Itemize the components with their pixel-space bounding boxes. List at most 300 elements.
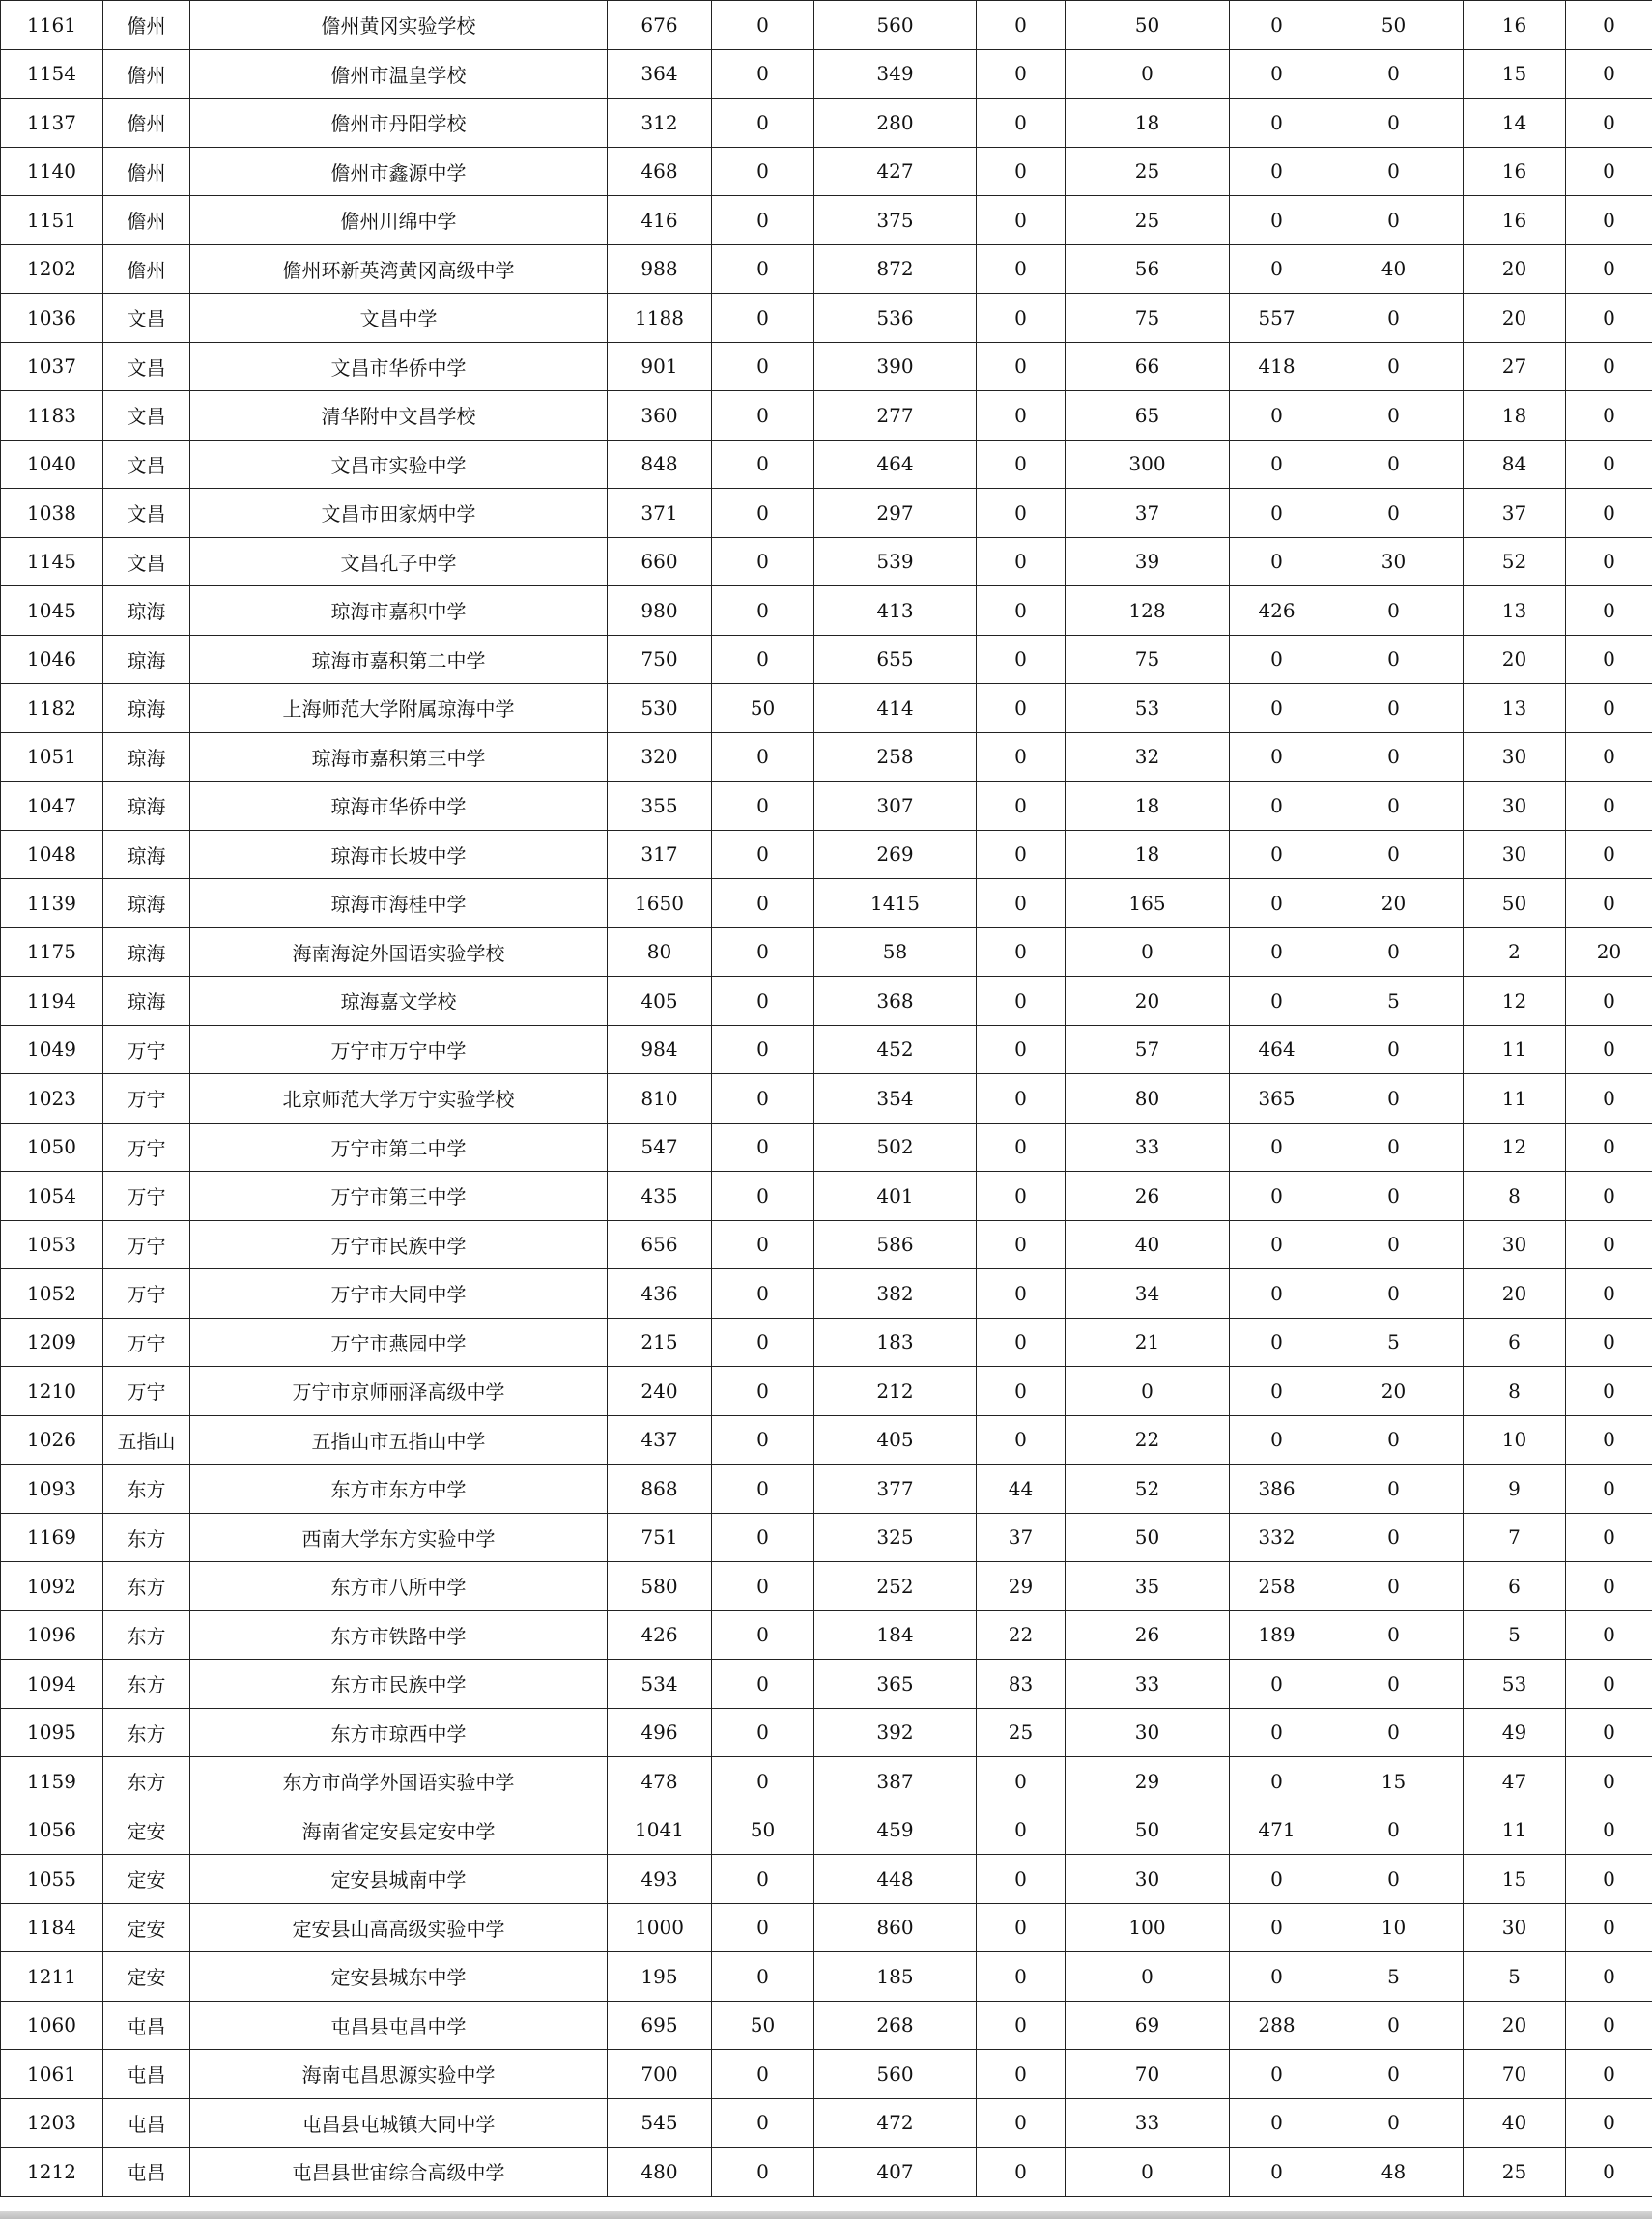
col-5-cell: 0 <box>712 1952 814 2002</box>
city-cell: 万宁 <box>103 1367 190 1416</box>
col-6-cell: 586 <box>814 1220 977 1269</box>
col-10-cell: 0 <box>1324 684 1464 733</box>
table-row <box>1 1 1652 50</box>
col-5-cell: 0 <box>712 2050 814 2099</box>
total-plan-cell: 312 <box>608 99 712 148</box>
col-12-cell: 0 <box>1566 1610 1652 1660</box>
city-cell: 文昌 <box>103 294 190 343</box>
col-7-cell: 0 <box>977 1757 1066 1806</box>
school-name-cell: 文昌市田家炳中学 <box>190 489 608 538</box>
col-6-cell: 872 <box>814 244 977 294</box>
school-name-cell: 定安县山高高级实验中学 <box>190 1903 608 1952</box>
col-6-cell: 212 <box>814 1367 977 1416</box>
col-11-cell: 5 <box>1464 1952 1566 2002</box>
col-12-cell: 0 <box>1566 1318 1652 1367</box>
total-plan-cell: 901 <box>608 342 712 391</box>
col-8-cell: 100 <box>1066 1903 1230 1952</box>
col-5-cell: 0 <box>712 977 814 1026</box>
total-plan-cell: 480 <box>608 2148 712 2197</box>
col-12-cell: 0 <box>1566 1952 1652 2002</box>
total-plan-cell: 1650 <box>608 879 712 928</box>
table-row <box>1 2001 1652 2050</box>
col-10-cell: 0 <box>1324 99 1464 148</box>
col-6-cell: 539 <box>814 537 977 586</box>
col-6-cell: 464 <box>814 440 977 489</box>
col-10-cell: 0 <box>1324 440 1464 489</box>
col-10-cell: 15 <box>1324 1757 1464 1806</box>
school-code-cell: 1184 <box>1 1903 103 1952</box>
col-11-cell: 15 <box>1464 1855 1566 1904</box>
col-11-cell: 20 <box>1464 635 1566 684</box>
total-plan-cell: 371 <box>608 489 712 538</box>
col-9-cell: 0 <box>1230 1415 1324 1465</box>
col-6-cell: 277 <box>814 391 977 441</box>
col-9-cell: 0 <box>1230 2098 1324 2148</box>
school-name-cell: 万宁市第二中学 <box>190 1123 608 1172</box>
school-name-cell: 琼海市长坡中学 <box>190 830 608 879</box>
col-9-cell: 0 <box>1230 537 1324 586</box>
col-10-cell: 10 <box>1324 1903 1464 1952</box>
col-5-cell: 0 <box>712 1660 814 1709</box>
col-7-cell: 0 <box>977 1318 1066 1367</box>
col-11-cell: 20 <box>1464 2001 1566 2050</box>
school-code-cell: 1096 <box>1 1610 103 1660</box>
col-9-cell: 288 <box>1230 2001 1324 2050</box>
col-10-cell: 0 <box>1324 342 1464 391</box>
table-row <box>1 977 1652 1026</box>
col-10-cell: 50 <box>1324 1 1464 50</box>
total-plan-cell: 547 <box>608 1123 712 1172</box>
table-row <box>1 99 1652 148</box>
city-cell: 文昌 <box>103 342 190 391</box>
total-plan-cell: 750 <box>608 635 712 684</box>
col-6-cell: 427 <box>814 147 977 196</box>
table-row <box>1 1220 1652 1269</box>
table-row <box>1 1123 1652 1172</box>
col-10-cell: 5 <box>1324 977 1464 1026</box>
col-12-cell: 0 <box>1566 1903 1652 1952</box>
col-10-cell: 0 <box>1324 1025 1464 1074</box>
col-7-cell: 0 <box>977 147 1066 196</box>
city-cell: 东方 <box>103 1757 190 1806</box>
col-7-cell: 0 <box>977 2148 1066 2197</box>
col-11-cell: 11 <box>1464 1074 1566 1124</box>
col-12-cell: 0 <box>1566 635 1652 684</box>
col-11-cell: 8 <box>1464 1367 1566 1416</box>
school-code-cell: 1182 <box>1 684 103 733</box>
school-name-cell: 儋州市温皇学校 <box>190 49 608 99</box>
col-7-cell: 0 <box>977 1074 1066 1124</box>
col-9-cell: 0 <box>1230 1367 1324 1416</box>
col-12-cell: 0 <box>1566 1757 1652 1806</box>
table-row <box>1 586 1652 636</box>
col-7-cell: 0 <box>977 440 1066 489</box>
col-8-cell: 30 <box>1066 1708 1230 1757</box>
col-9-cell: 426 <box>1230 586 1324 636</box>
col-7-cell: 0 <box>977 2050 1066 2099</box>
school-name-cell: 琼海市华侨中学 <box>190 782 608 831</box>
school-name-cell: 东方市尚学外国语实验中学 <box>190 1757 608 1806</box>
col-5-cell: 0 <box>712 244 814 294</box>
city-cell: 东方 <box>103 1562 190 1611</box>
col-9-cell: 0 <box>1230 391 1324 441</box>
col-9-cell: 471 <box>1230 1806 1324 1855</box>
total-plan-cell: 660 <box>608 537 712 586</box>
col-6-cell: 472 <box>814 2098 977 2148</box>
col-11-cell: 8 <box>1464 1172 1566 1221</box>
col-10-cell: 0 <box>1324 1123 1464 1172</box>
col-5-cell: 0 <box>712 196 814 245</box>
col-7-cell: 0 <box>977 1367 1066 1416</box>
col-5-cell: 0 <box>712 342 814 391</box>
city-cell: 琼海 <box>103 830 190 879</box>
col-8-cell: 65 <box>1066 391 1230 441</box>
col-9-cell: 0 <box>1230 147 1324 196</box>
col-5-cell: 0 <box>712 1903 814 1952</box>
col-6-cell: 375 <box>814 196 977 245</box>
col-5-cell: 0 <box>712 1269 814 1319</box>
school-name-cell: 万宁市第三中学 <box>190 1172 608 1221</box>
col-7-cell: 0 <box>977 635 1066 684</box>
city-cell: 琼海 <box>103 879 190 928</box>
col-12-cell: 0 <box>1566 2148 1652 2197</box>
school-name-cell: 定安县城南中学 <box>190 1855 608 1904</box>
col-8-cell: 35 <box>1066 1562 1230 1611</box>
total-plan-cell: 360 <box>608 391 712 441</box>
total-plan-cell: 478 <box>608 1757 712 1806</box>
school-code-cell: 1048 <box>1 830 103 879</box>
col-6-cell: 349 <box>814 49 977 99</box>
city-cell: 屯昌 <box>103 2001 190 2050</box>
city-cell: 琼海 <box>103 684 190 733</box>
table-row <box>1 732 1652 782</box>
total-plan-cell: 848 <box>608 440 712 489</box>
col-10-cell: 0 <box>1324 196 1464 245</box>
col-11-cell: 6 <box>1464 1562 1566 1611</box>
total-plan-cell: 426 <box>608 1610 712 1660</box>
col-10-cell: 0 <box>1324 2001 1464 2050</box>
col-10-cell: 0 <box>1324 49 1464 99</box>
school-name-cell: 五指山市五指山中学 <box>190 1415 608 1465</box>
total-plan-cell: 317 <box>608 830 712 879</box>
col-10-cell: 0 <box>1324 830 1464 879</box>
total-plan-cell: 240 <box>608 1367 712 1416</box>
col-8-cell: 39 <box>1066 537 1230 586</box>
col-11-cell: 11 <box>1464 1806 1566 1855</box>
col-11-cell: 12 <box>1464 977 1566 1026</box>
col-5-cell: 50 <box>712 684 814 733</box>
col-11-cell: 20 <box>1464 244 1566 294</box>
school-name-cell: 琼海嘉文学校 <box>190 977 608 1026</box>
col-8-cell: 33 <box>1066 1123 1230 1172</box>
total-plan-cell: 545 <box>608 2098 712 2148</box>
table-row <box>1 1855 1652 1904</box>
col-6-cell: 401 <box>814 1172 977 1221</box>
col-6-cell: 860 <box>814 1903 977 1952</box>
table-row <box>1 2050 1652 2099</box>
table-row <box>1 342 1652 391</box>
col-6-cell: 325 <box>814 1513 977 1562</box>
school-name-cell: 儋州川绵中学 <box>190 196 608 245</box>
col-12-cell: 0 <box>1566 342 1652 391</box>
school-code-cell: 1061 <box>1 2050 103 2099</box>
col-6-cell: 448 <box>814 1855 977 1904</box>
col-10-cell: 0 <box>1324 1513 1464 1562</box>
table-row <box>1 1708 1652 1757</box>
col-9-cell: 0 <box>1230 1172 1324 1221</box>
school-code-cell: 1183 <box>1 391 103 441</box>
school-code-cell: 1140 <box>1 147 103 196</box>
total-plan-cell: 320 <box>608 732 712 782</box>
col-8-cell: 66 <box>1066 342 1230 391</box>
total-plan-cell: 695 <box>608 2001 712 2050</box>
school-code-cell: 1095 <box>1 1708 103 1757</box>
col-7-cell: 0 <box>977 49 1066 99</box>
col-10-cell: 0 <box>1324 1415 1464 1465</box>
city-cell: 琼海 <box>103 586 190 636</box>
school-name-cell: 万宁市大同中学 <box>190 1269 608 1319</box>
school-code-cell: 1052 <box>1 1269 103 1319</box>
col-7-cell: 0 <box>977 1855 1066 1904</box>
table-row <box>1 1806 1652 1855</box>
school-code-cell: 1094 <box>1 1660 103 1709</box>
table-row <box>1 1269 1652 1319</box>
col-6-cell: 459 <box>814 1806 977 1855</box>
city-cell: 琼海 <box>103 977 190 1026</box>
col-10-cell: 0 <box>1324 1562 1464 1611</box>
col-10-cell: 0 <box>1324 147 1464 196</box>
school-code-cell: 1054 <box>1 1172 103 1221</box>
col-12-cell: 0 <box>1566 1 1652 50</box>
col-11-cell: 13 <box>1464 586 1566 636</box>
school-code-cell: 1145 <box>1 537 103 586</box>
school-name-cell: 万宁市民族中学 <box>190 1220 608 1269</box>
col-5-cell: 0 <box>712 99 814 148</box>
col-7-cell: 0 <box>977 1220 1066 1269</box>
col-5-cell: 0 <box>712 440 814 489</box>
col-7-cell: 0 <box>977 1172 1066 1221</box>
school-name-cell: 万宁市燕园中学 <box>190 1318 608 1367</box>
school-code-cell: 1175 <box>1 927 103 977</box>
col-7-cell: 0 <box>977 342 1066 391</box>
col-12-cell: 0 <box>1566 1465 1652 1514</box>
total-plan-cell: 534 <box>608 1660 712 1709</box>
col-11-cell: 16 <box>1464 1 1566 50</box>
col-9-cell: 0 <box>1230 1 1324 50</box>
city-cell: 琼海 <box>103 732 190 782</box>
col-6-cell: 387 <box>814 1757 977 1806</box>
col-5-cell: 0 <box>712 391 814 441</box>
col-7-cell: 83 <box>977 1660 1066 1709</box>
school-code-cell: 1036 <box>1 294 103 343</box>
col-11-cell: 25 <box>1464 2148 1566 2197</box>
school-name-cell: 儋州市鑫源中学 <box>190 147 608 196</box>
total-plan-cell: 437 <box>608 1415 712 1465</box>
school-name-cell: 文昌市实验中学 <box>190 440 608 489</box>
total-plan-cell: 984 <box>608 1025 712 1074</box>
total-plan-cell: 405 <box>608 977 712 1026</box>
col-8-cell: 52 <box>1066 1465 1230 1514</box>
table-row <box>1 1367 1652 1416</box>
col-5-cell: 50 <box>712 1806 814 1855</box>
col-8-cell: 57 <box>1066 1025 1230 1074</box>
col-6-cell: 413 <box>814 586 977 636</box>
school-name-cell: 文昌中学 <box>190 294 608 343</box>
school-name-cell: 儋州市丹阳学校 <box>190 99 608 148</box>
city-cell: 东方 <box>103 1465 190 1514</box>
col-5-cell: 0 <box>712 1 814 50</box>
col-6-cell: 382 <box>814 1269 977 1319</box>
col-12-cell: 0 <box>1566 1708 1652 1757</box>
col-11-cell: 52 <box>1464 537 1566 586</box>
col-8-cell: 56 <box>1066 244 1230 294</box>
col-9-cell: 464 <box>1230 1025 1324 1074</box>
col-5-cell: 0 <box>712 294 814 343</box>
col-5-cell: 0 <box>712 1415 814 1465</box>
school-name-cell: 上海师范大学附属琼海中学 <box>190 684 608 733</box>
city-cell: 五指山 <box>103 1415 190 1465</box>
col-12-cell: 0 <box>1566 732 1652 782</box>
col-7-cell: 0 <box>977 489 1066 538</box>
col-9-cell: 365 <box>1230 1074 1324 1124</box>
col-12-cell: 0 <box>1566 684 1652 733</box>
col-12-cell: 0 <box>1566 1074 1652 1124</box>
col-10-cell: 40 <box>1324 244 1464 294</box>
school-code-cell: 1038 <box>1 489 103 538</box>
school-name-cell: 儋州环新英湾黄冈高级中学 <box>190 244 608 294</box>
col-5-cell: 0 <box>712 2148 814 2197</box>
city-cell: 定安 <box>103 1806 190 1855</box>
col-6-cell: 268 <box>814 2001 977 2050</box>
col-10-cell: 0 <box>1324 1465 1464 1514</box>
school-name-cell: 海南海淀外国语实验学校 <box>190 927 608 977</box>
col-10-cell: 0 <box>1324 1172 1464 1221</box>
school-name-cell: 文昌市华侨中学 <box>190 342 608 391</box>
col-12-cell: 0 <box>1566 391 1652 441</box>
col-6-cell: 183 <box>814 1318 977 1367</box>
city-cell: 儋州 <box>103 1 190 50</box>
col-10-cell: 0 <box>1324 1708 1464 1757</box>
school-code-cell: 1161 <box>1 1 103 50</box>
school-name-cell: 琼海市嘉积第三中学 <box>190 732 608 782</box>
school-code-cell: 1055 <box>1 1855 103 1904</box>
col-9-cell: 386 <box>1230 1465 1324 1514</box>
city-cell: 文昌 <box>103 440 190 489</box>
col-11-cell: 12 <box>1464 1123 1566 1172</box>
col-7-cell: 0 <box>977 684 1066 733</box>
city-cell: 东方 <box>103 1660 190 1709</box>
col-11-cell: 18 <box>1464 391 1566 441</box>
total-plan-cell: 980 <box>608 586 712 636</box>
city-cell: 东方 <box>103 1708 190 1757</box>
school-code-cell: 1053 <box>1 1220 103 1269</box>
col-6-cell: 405 <box>814 1415 977 1465</box>
table-row <box>1 635 1652 684</box>
col-5-cell: 0 <box>712 1513 814 1562</box>
table-row <box>1 489 1652 538</box>
col-10-cell: 0 <box>1324 391 1464 441</box>
col-6-cell: 354 <box>814 1074 977 1124</box>
col-12-cell: 0 <box>1566 782 1652 831</box>
col-8-cell: 75 <box>1066 294 1230 343</box>
col-8-cell: 20 <box>1066 977 1230 1026</box>
col-6-cell: 258 <box>814 732 977 782</box>
col-10-cell: 30 <box>1324 537 1464 586</box>
col-11-cell: 5 <box>1464 1610 1566 1660</box>
col-7-cell: 0 <box>977 1123 1066 1172</box>
school-name-cell: 海南屯昌思源实验中学 <box>190 2050 608 2099</box>
col-5-cell: 0 <box>712 1465 814 1514</box>
school-code-cell: 1137 <box>1 99 103 148</box>
col-7-cell: 0 <box>977 1269 1066 1319</box>
school-name-cell: 文昌孔子中学 <box>190 537 608 586</box>
col-12-cell: 0 <box>1566 830 1652 879</box>
col-11-cell: 70 <box>1464 2050 1566 2099</box>
col-6-cell: 392 <box>814 1708 977 1757</box>
col-8-cell: 21 <box>1066 1318 1230 1367</box>
col-7-cell: 25 <box>977 1708 1066 1757</box>
school-code-cell: 1045 <box>1 586 103 636</box>
col-12-cell: 0 <box>1566 977 1652 1026</box>
school-name-cell: 琼海市嘉积第二中学 <box>190 635 608 684</box>
school-name-cell: 屯昌县世宙综合高级中学 <box>190 2148 608 2197</box>
col-10-cell: 0 <box>1324 2050 1464 2099</box>
table-row <box>1 147 1652 196</box>
col-5-cell: 0 <box>712 782 814 831</box>
city-cell: 东方 <box>103 1513 190 1562</box>
col-9-cell: 0 <box>1230 1952 1324 2002</box>
table-row <box>1 1562 1652 1611</box>
col-11-cell: 27 <box>1464 342 1566 391</box>
table-row <box>1 1610 1652 1660</box>
school-code-cell: 1211 <box>1 1952 103 2002</box>
col-7-cell: 0 <box>977 782 1066 831</box>
school-name-cell: 屯昌县屯城镇大同中学 <box>190 2098 608 2148</box>
col-10-cell: 0 <box>1324 732 1464 782</box>
col-11-cell: 16 <box>1464 196 1566 245</box>
col-6-cell: 560 <box>814 2050 977 2099</box>
table-row <box>1 1757 1652 1806</box>
col-8-cell: 18 <box>1066 782 1230 831</box>
col-12-cell: 0 <box>1566 1172 1652 1221</box>
col-6-cell: 1415 <box>814 879 977 928</box>
school-code-cell: 1210 <box>1 1367 103 1416</box>
col-9-cell: 0 <box>1230 2050 1324 2099</box>
col-6-cell: 407 <box>814 2148 977 2197</box>
school-name-cell: 东方市东方中学 <box>190 1465 608 1514</box>
col-10-cell: 0 <box>1324 1660 1464 1709</box>
school-name-cell: 东方市琼西中学 <box>190 1708 608 1757</box>
col-7-cell: 0 <box>977 196 1066 245</box>
col-5-cell: 0 <box>712 927 814 977</box>
col-11-cell: 47 <box>1464 1757 1566 1806</box>
school-code-cell: 1209 <box>1 1318 103 1367</box>
page-bottom-edge <box>0 2211 1652 2219</box>
col-10-cell: 0 <box>1324 586 1464 636</box>
col-6-cell: 452 <box>814 1025 977 1074</box>
col-6-cell: 560 <box>814 1 977 50</box>
col-6-cell: 502 <box>814 1123 977 1172</box>
col-10-cell: 5 <box>1324 1318 1464 1367</box>
city-cell: 万宁 <box>103 1318 190 1367</box>
school-code-cell: 1056 <box>1 1806 103 1855</box>
col-8-cell: 128 <box>1066 586 1230 636</box>
table-row <box>1 1074 1652 1124</box>
table-row <box>1 1318 1652 1367</box>
city-cell: 儋州 <box>103 99 190 148</box>
col-9-cell: 0 <box>1230 1220 1324 1269</box>
col-6-cell: 655 <box>814 635 977 684</box>
